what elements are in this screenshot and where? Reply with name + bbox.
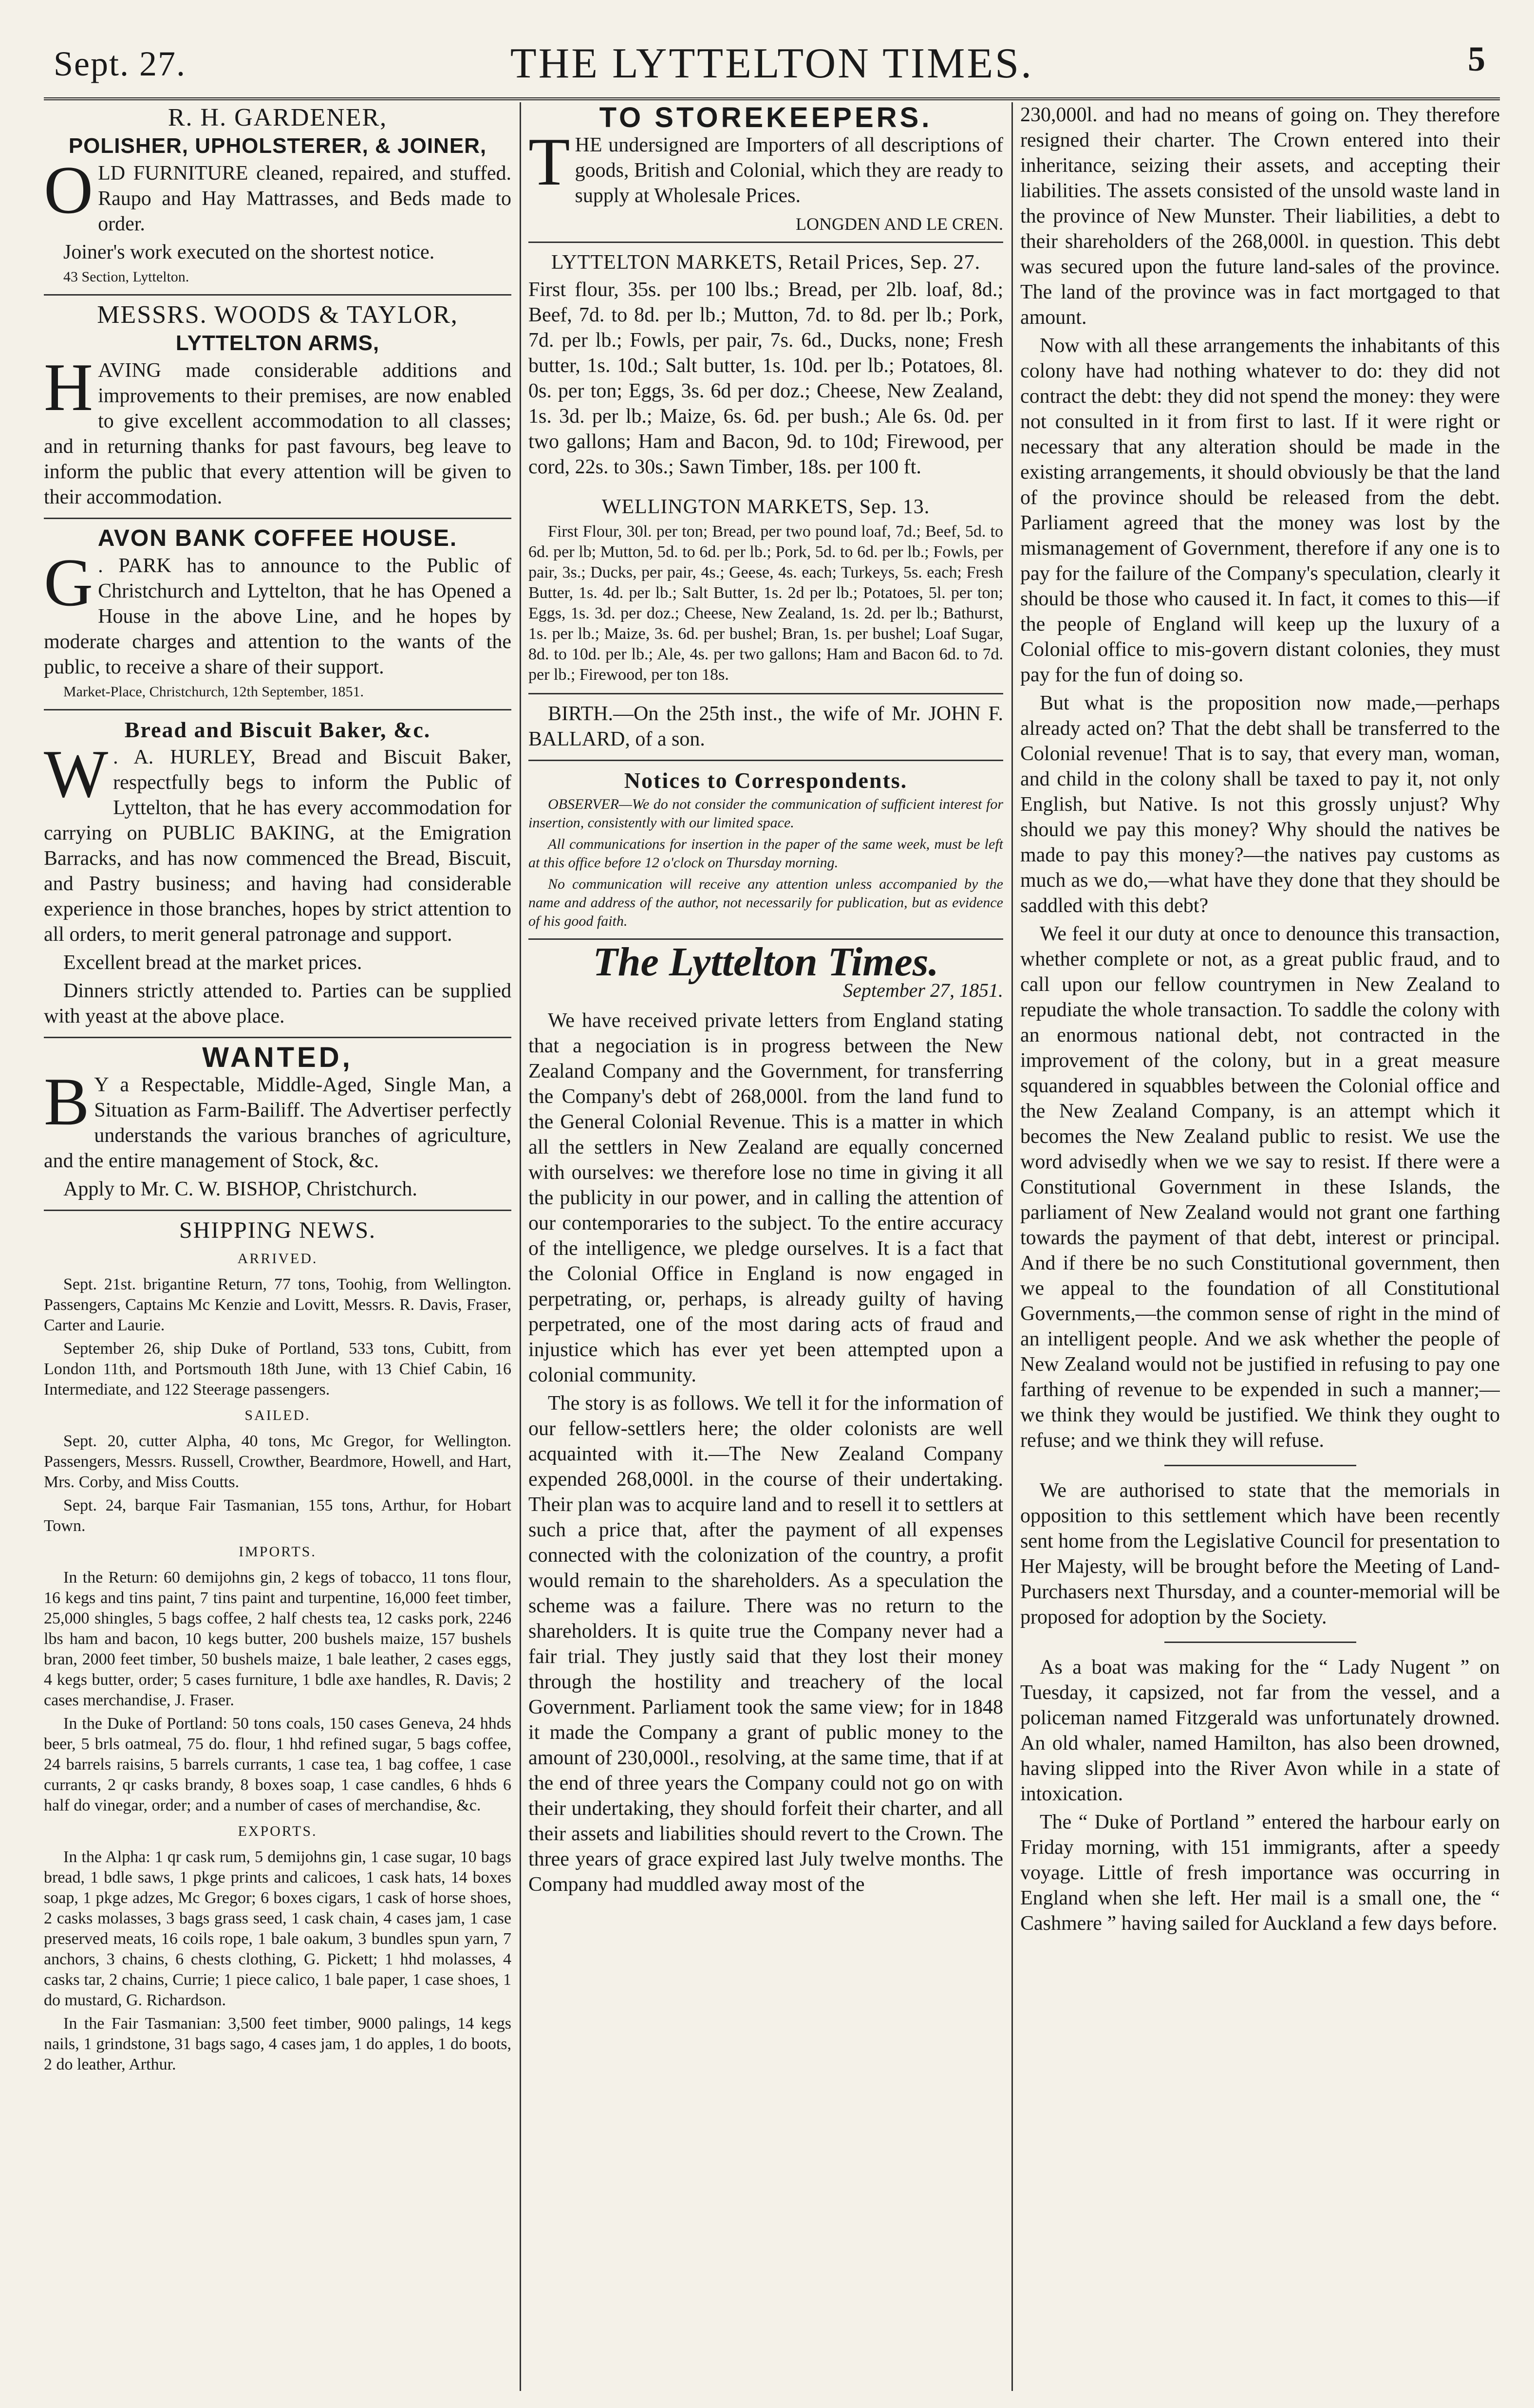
- ad-body: LD FURNITURE cleaned, repaired, and stuffed. Raupo and Hay Mattrasses, and Beds made to order.: [98, 162, 511, 235]
- ad-line: Dinners strictly attended to. Parties can be supplied with yeast at the above place.: [44, 980, 511, 1027]
- market-prices: First Flour, 30l. per ton; Bread, per two pound loaf, 7d.; Beef, 5d. to 6d. per lb; Mutton, 5d. to 6d. per lb.; Pork, 5d. to 6d. per lb.; Fowls, per pair, 3s.; Ducks, per pair, 4s.; Geese, 4s. each; Turkeys, 5s. each; Fresh Butter, 1s. 4d. per lb.; Salt Butter, 1s. 2d per lb.; Potatoes, 5l. per ton; Eggs, 1s. 3d. per doz.; Cheese, New Zealand, 1s. 2d. per lb.; Bathurst, 1s. per lb.; Maize, 3s. 6d. per bushel; Bran, 1s. per bushel; Loaf Sugar, 8d. to 10d. per lb.; Ale, 4s. per two gallons; Ham and Bacon 6d. to 7d. per lb.; Firewood, per ton 18s.: [528, 523, 1003, 684]
- ad-title: MESSRS. WOODS & TAYLOR,: [97, 301, 458, 329]
- column-rule: [1011, 102, 1013, 2391]
- import-entry: In the Duke of Portland: 50 tons coals, 150 cases Geneva, 24 hhds beer, 5 brls oatmeal, 75 do. flour, 1 hhd refined sugar, 5 bags coffee, 24 barrels raisins, 5 barrels currants, 1 case tea, 1 bag coffee, 1 case currants, 2 qr casks brandy, 8 boxes soap, 1 case candles, 6 hhds 6 half do vinegar, order; and a number of cases of merchandise, &c.: [44, 1715, 511, 1814]
- export-entry: In the Alpha: 1 qr cask rum, 5 demijohns gin, 1 case sugar, 10 bags bread, 1 bdle saws, 1 pkge prints and calicoes, 1 cask hats, 14 boxes soap, 1 pkge adzes, Mc Gregor; 6 boxes cigars, 1 cask of horse shoes, 2 casks molasses, 3 bags grass seed, 1 cask chain, 4 cases jam, 1 case preserved meats, 16 coils rope, 1 bale oakum, 3 bundles spun yarn, 7 anchors, 3 chains, 6 chests clothing, G. Pickett; 1 hhd molasses, 4 casks tar, 2 chains, Currie; 1 piece calico, 1 bale paper, 1 case shoes, 1 do mustard, G. Richardson.: [44, 1848, 511, 2009]
- drop-cap: G: [44, 545, 94, 620]
- editorial-date: September 27, 1851.: [843, 979, 1003, 1001]
- ad-footer: Market-Place, Christchurch, 12th September, 1851.: [63, 684, 364, 700]
- notice-line: OBSERVER—We do not consider the communication of sufficient interest for insertion, consistently with our limited space.: [528, 796, 1003, 831]
- drop-cap: W: [44, 736, 109, 812]
- editorial: [528, 939, 1003, 1905]
- ad-body: . PARK has to announce to the Public of Christchurch and Lyttelton, that he has Opened a House in the above Line, and he hopes by moderate charges and attention to the wants of the public, to receive a share of their support.: [44, 555, 511, 678]
- column-3: [1020, 102, 1500, 2391]
- divider: [1164, 1642, 1356, 1643]
- sailing-entry: Sept. 24, barque Fair Tasmanian, 155 tons, Arthur, for Hobart Town.: [44, 1496, 511, 1535]
- ad-gardener: [44, 105, 511, 296]
- ad-title: AVON BANK COFFEE HOUSE.: [97, 525, 458, 551]
- notice-line: All communications for insertion in the paper of the same week, must be left at this office before 12 o'clock on Thursday morning.: [528, 836, 1003, 871]
- section-title: LYTTELTON MARKETS, Retail Prices, Sep. 27.: [551, 251, 981, 274]
- page-number: 5: [1468, 39, 1485, 78]
- editorial-paragraph: We feel it our duty at once to denounce this transaction, whether complete or not, as a great public fraud, and to call upon our fellow countrymen in New Zealand to repudiate the whole transaction. To saddle the colony with an enormous national debt, not contracted in the improvement of the colony, but in a great measure squandered in squabbles between the Colonial office and the New Zealand Company, is an attempt which it becomes the New Zealand public to resist. We use the word advisedly when we we say to resist. If there were a Constitutional Government in these Islands, the parliament of New Zealand would not grant one farthing towards the payment of that debt, interest or principal. And if there be no such Constitutional government, then we appeal to the foundation of all Constitutional Governments,—the common sense of right in the mind of an intelligent people. And we ask whether the people of New Zealand would not be justified in refusing to pay one farthing of revenue to be expended in such a manner;—we think they would be justified. We think they ought to refuse; and we think they will refuse.: [1020, 923, 1500, 1452]
- ad-avon-bank: [44, 526, 511, 710]
- ad-title: WANTED,: [202, 1042, 353, 1073]
- import-entry: In the Return: 60 demijohns gin, 2 kegs of tobacco, 11 tons flour, 16 kegs and tins paint, 7 tins paint and turpentine, 16,000 feet timber, 25,000 shingles, 5 bags coffee, 2 half chests tea, 12 casks pork, 2246 lbs ham and bacon, 10 kegs butter, 200 bushels maize, 157 bushels bran, 2000 feet timber, 50 bushels maize, 1 bale leather, 2 cases eggs, 4 kegs butter, order; 5 cases furniture, 1 bdle axe handles, R. Davis; 2 cases merchandise, J. Fraser.: [44, 1568, 511, 1709]
- ad-signature: LONGDEN AND LE CREN.: [796, 214, 1003, 234]
- editorial-masthead: The Lyttelton Times.: [593, 939, 939, 985]
- section-subhead: ARRIVED.: [237, 1251, 318, 1267]
- ad-body: Y a Respectable, Middle-Aged, Single Man, a Situation as Farm-Bailiff. The Advertiser perfectly understands the various branches of agriculture, and the entire management of Stock, &c.: [44, 1074, 511, 1172]
- ad-body: AVING made considerable additions and improvements to their premises, are now enabled to give excellent accommodation to all classes; and in returning thanks for past favours, beg leave to inform the public that every attention will be given to their accommodation.: [44, 359, 511, 508]
- section-subhead: SAILED.: [244, 1407, 311, 1423]
- news-item-boat: As a boat was making for the “ Lady Nugent ” on Tuesday, it capsized, not far from the vessel, and a policeman named Fitzgerald was unfortunately drowned. An old whaler, named Hamilton, has also been drowned, having slipped into the River Avon while in a state of intoxication.: [1020, 1656, 1500, 1805]
- section-subhead: EXPORTS.: [238, 1823, 318, 1839]
- divider: [1164, 1465, 1356, 1466]
- column-2: [528, 102, 1003, 2391]
- drop-cap: T: [528, 124, 570, 200]
- editorial-paragraph: The story is as follows. We tell it for the information of our fellow-settlers here; the older colonists are well acquainted with it.—The New Zealand Company expended 268,000l. in the course of their undertaking. Their plan was to acquire land and to resell it to settlers at such a price that, after the payment of all expenses connected with the colonization of the country, a profit would remain to the shareholders. As a speculation the scheme was a failure. There was no return to the shareholders. It is quite true the Company never had a fair trial. They justly said that they lost their money through the hostility and treachery of the local Government. Parliament took the same view; for in 1848 it made the Company a grant of public money to the amount of 230,000l., resolving, at the same time, that if at the end of three years the Company could not go on with their undertaking, they should forfeit their charter, and all their assets and liabilities should revert to the Crown. The three years of grace expired last July twelve months. The Company had muddled away most of the: [528, 1392, 1003, 1896]
- ad-title: TO STOREKEEPERS.: [599, 102, 933, 133]
- notices-to-correspondents: [528, 768, 1003, 940]
- export-entry: In the Fair Tasmanian: 3,500 feet timber, 9000 palings, 14 kegs nails, 1 grindstone, 31 bags sago, 4 cases jam, 1 do apples, 1 do boots, 2 do leather, Arthur.: [44, 2015, 511, 2073]
- arrival-entry: Sept. 21st. brigantine Return, 77 tons, Toohig, from Wellington. Passengers, Captains Mc Kenzie and Lovitt, Messrs. R. Davis, Fraser, Carter and Laurie.: [44, 1275, 511, 1334]
- news-item-memorials: We are authorised to state that the memorials in opposition to this settlement which have been recently sent home from the Legislative Council for presentation to Her Majesty, will be brought before the Meeting of Land-Purchasers next Thursday, and a counter-memorial will be proposed for adoption by the Society.: [1020, 1479, 1500, 1628]
- ad-title: Bread and Biscuit Baker, &c.: [124, 717, 431, 742]
- ad-body: HE undersigned are Importers of all descriptions of goods, British and Colonial, which they are ready to supply at Wholesale Prices.: [575, 134, 1003, 207]
- section-subhead: IMPORTS.: [239, 1544, 317, 1560]
- birth-notice: [528, 701, 1003, 761]
- lyttelton-markets: [528, 250, 1003, 487]
- ad-address: 43 Section, Lyttelton.: [63, 269, 189, 285]
- editorial-paragraph: Now with all these arrangements the inhabitants of this colony have had nothing whatever to do: they did not contract the debt: they did not spend the money: they were not consulted in it from first to last. If it were right or necessary that any alteration should be made in the existing arrangements, it should obviously be that the land of the province should be released from the debt. Parliament agreed that the money was lost by the mismanagement of Government, therefore if any one is to pay for the failure of the Company's speculation, clearly it should be those who caused it. In fact, it comes to this—if the people of England will keep up the luxury of a Colonial office to mis-govern distant colonies, they must pay for the fun of doing so.: [1020, 335, 1500, 686]
- ad-storekeepers: [528, 102, 1003, 243]
- drop-cap: O: [44, 152, 94, 228]
- ad-woods-taylor: [44, 302, 511, 519]
- wellington-markets: [528, 494, 1003, 694]
- ad-apply: Apply to Mr. C. W. BISHOP, Christchurch.: [63, 1178, 417, 1200]
- ad-subtitle: LYTTELTON ARMS,: [175, 331, 380, 355]
- ad-subtitle: POLISHER, UPHOLSTERER, & JOINER,: [68, 134, 487, 158]
- sailing-entry: Sept. 20, cutter Alpha, 40 tons, Mc Gregor, for Wellington. Passengers, Messrs. Russell, Crowther, Beardmore, Howell, and Hart, Mrs. Corby, and Miss Coutts.: [44, 1432, 511, 1491]
- ad-body: . A. HURLEY, Bread and Biscuit Baker, respectfully begs to inform the Public of Lyttelton, that he has every accommodation for carrying on PUBLIC BAKING, at the Emigration Barracks, and has now commenced the Bread, Biscuit, and Pastry business; and having had considerable experience in those branches, hopes by strict attention to all orders, to merit general patronage and support.: [44, 746, 511, 946]
- editorial-paragraph: 230,000l. and had no means of going on. They therefore resigned their charter. The Crown entered into their inheritance, seizing their assets, and accepting their liabilities. The assets consisted of the unsold waste land in the province of New Munster. Their liabilities, a debt to their shareholders of the 268,000l. in question. This debt was secured upon the future land-sales of the province. The land of the province was in fact mortgaged to that amount.: [1020, 104, 1500, 329]
- ad-hurley: [44, 717, 511, 1038]
- ad-wanted: [44, 1042, 511, 1211]
- section-title: Notices to Correspondents.: [624, 768, 908, 793]
- column-rule: [520, 102, 521, 2391]
- ad-line: Joiner's work executed on the shortest notice.: [63, 241, 435, 263]
- newspaper-title: THE LYTTELTON TIMES.: [510, 40, 1034, 87]
- section-title: WELLINGTON MARKETS, Sep. 13.: [601, 496, 930, 518]
- drop-cap: B: [44, 1064, 90, 1139]
- masthead: [44, 24, 1500, 100]
- market-prices: First flour, 35s. per 100 lbs.; Bread, per 2lb. loaf, 8d.; Beef, 7d. to 8d. per lb.; Mutton, 7d. to 8d. per lb.; Pork, 7d. per lb.; Fowls, per pair, 7s. 6d., Ducks, none; Fresh butter, 1s. 10d.; Salt butter, 1s. 10d. per lb.; Potatoes, 8l. 0s. per ton; Eggs, 3s. 6d per doz.; Cheese, New Zealand, 1s. 3d. per lb.; Maize, 6s. 6d. per bush.; Ale 6s. 0d. per two gallons; Ham and Bacon, 9d. to 10d; Firewood, per cord, 22s. to 30s.; Sawn Timber, 18s. per 100 ft.: [528, 279, 1003, 478]
- notice-line: No communication will receive any attention unless accompanied by the name and address of the author, not necessarily for publication, but as evidence of his good faith.: [528, 876, 1003, 929]
- editorial-paragraph: But what is the proposition now made,—perhaps already acted on? That the debt shall be transferred to the Colonial revenue! That is to say, that every man, woman, and child in the colony shall be taxed to pay it, not only English, but Native. Is not this grossly unjust? Why should we pay this money? Why should the natives be made to pay this money?—the natives pay customs as much as we do,—what have they done that they should be saddled with this debt?: [1020, 692, 1500, 917]
- ad-line: Excellent bread at the market prices.: [63, 952, 362, 974]
- drop-cap: H: [44, 350, 94, 425]
- arrival-entry: September 26, ship Duke of Portland, 533 tons, Cubitt, from London 11th, and Portsmouth 18th June, with 13 Chief Cabin, 16 Intermediate, and 122 Steerage passengers.: [44, 1340, 511, 1399]
- birth-text: BIRTH.—On the 25th inst., the wife of Mr. JOHN F. BALLARD, of a son.: [528, 703, 1003, 750]
- editorial-paragraph: We have received private letters from England stating that a negociation is in progress between the New Zealand Company and the Government, for transferring the Company's debt of 268,000l. from the land fund to the General Colonial Revenue. This is a matter in which all the settlers in New Zealand are equally concerned with ourselves: we therefore lose no time in giving it all the publicity in our power, and in calling the attention of our contemporaries to the subject. To the entire accuracy of the intelligence, we pledge ourselves. It is a fact that the Colonial Office in England is now engaged in perpetrating, or, perhaps, is already guilty of having perpetrated, one of the most daring acts of fraud and injustice which has ever yet been attempted upon a colonial community.: [528, 1009, 1003, 1386]
- issue-date: Sept. 27.: [54, 44, 187, 83]
- ad-title: R. H. GARDENER,: [168, 104, 388, 131]
- section-title: SHIPPING NEWS.: [179, 1217, 376, 1243]
- shipping-news: [44, 1218, 511, 2083]
- column-1: [44, 102, 511, 2391]
- news-item-duke: The “ Duke of Portland ” entered the harbour early on Friday morning, with 151 immigrants, after a speedy voyage. Little of fresh importance was occurring in England when she left. Her mail is a small one, the “ Cashmere ” having sailed for Auckland a few days before.: [1020, 1811, 1500, 1935]
